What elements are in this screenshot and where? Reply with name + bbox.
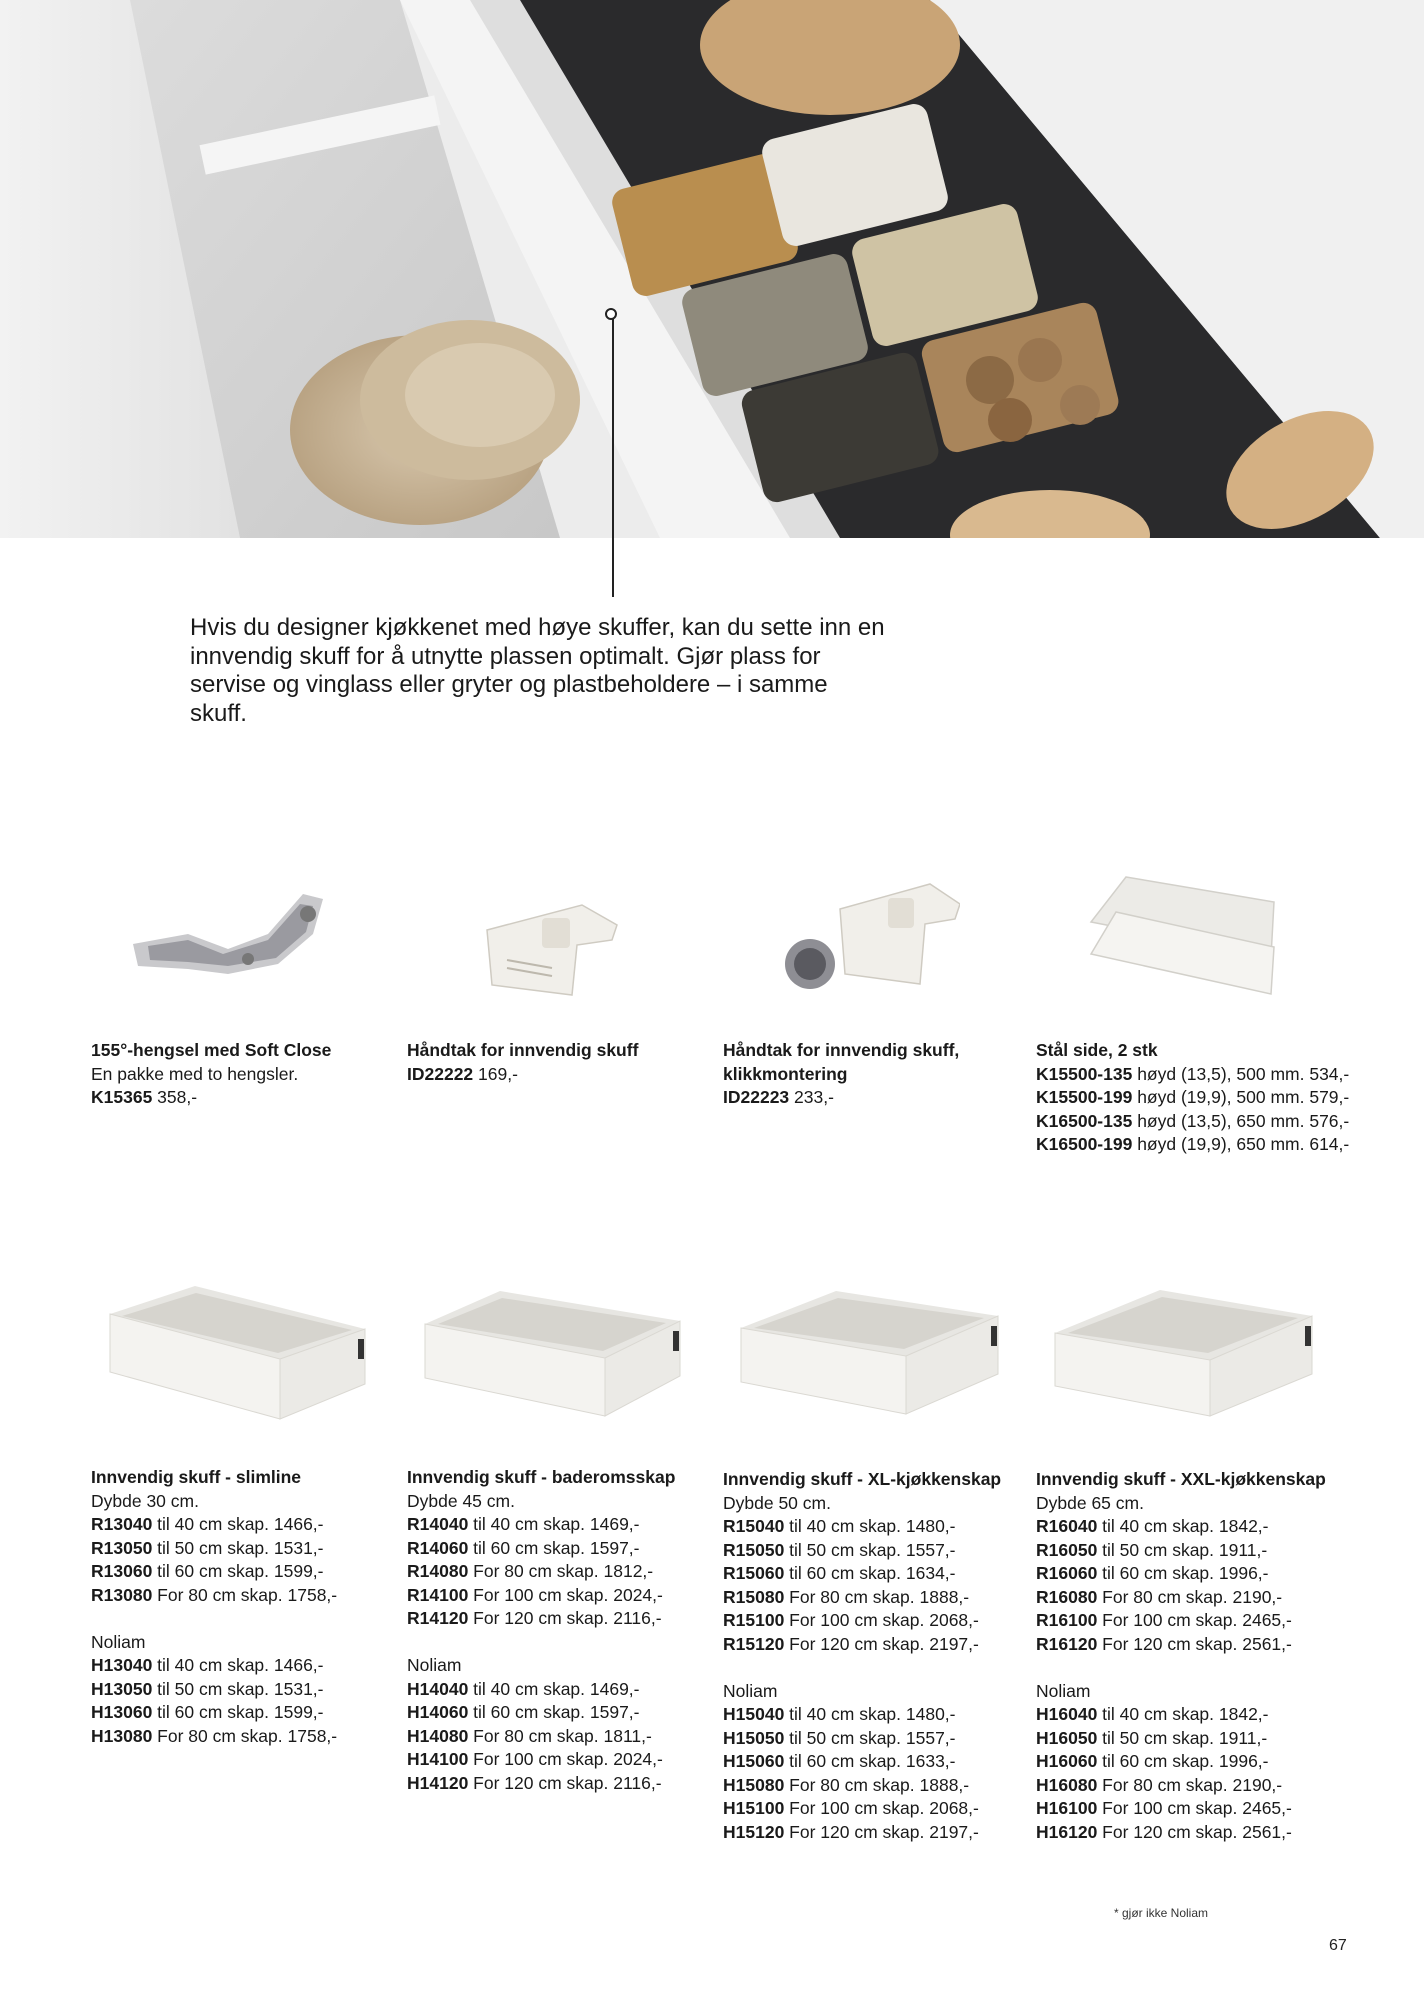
product-line — [1036, 1133, 1349, 1157]
product-price: til 60 cm skap. 1634,- — [784, 1563, 956, 1583]
product-line — [407, 1701, 675, 1725]
product-price: For 120 cm skap. 2561,- — [1097, 1633, 1292, 1654]
product-title: Håndtak for innvendig skuff, klikkmontering — [723, 1040, 960, 1084]
product-code: H14080 — [407, 1725, 469, 1746]
footnote: * gjør ikke Noliam — [1114, 1906, 1209, 1920]
product-price: For 120 cm skap. 2197,- — [784, 1633, 979, 1654]
product-code: R14040 — [407, 1514, 469, 1534]
product-depth: Dybde 30 cm. — [91, 1490, 199, 1511]
product-line — [407, 1678, 675, 1702]
product-code: R13050 — [91, 1537, 153, 1558]
product-price: For 80 cm skap. 1758,- — [152, 1725, 338, 1746]
product-code: H13050 — [91, 1678, 153, 1699]
product-price: 358,- — [152, 1087, 198, 1107]
product-code: H15040 — [723, 1704, 785, 1724]
drawer-xxl-image — [1050, 1288, 1315, 1423]
product-line — [723, 1633, 1001, 1657]
product-price: For 120 cm skap. 2116,- — [468, 1772, 662, 1793]
product-code: R15050 — [723, 1539, 785, 1560]
product-price: For 100 cm skap. 2465,- — [1097, 1798, 1292, 1818]
drawer-handle-image — [482, 900, 622, 1000]
product-price: til 50 cm skap. 1557,- — [784, 1727, 956, 1748]
noliam-label: Noliam — [723, 1680, 778, 1701]
click-handle-image — [780, 874, 960, 999]
product-code: H16120 — [1036, 1821, 1098, 1842]
noliam-label: Noliam — [407, 1655, 462, 1675]
product-line — [723, 1586, 1001, 1610]
product-title: Innvendig skuff - baderomsskap — [407, 1467, 676, 1487]
product-price: til 40 cm skap. 1466,- — [152, 1514, 324, 1534]
product-price: For 80 cm skap. 1758,- — [152, 1584, 338, 1605]
product-line — [91, 1678, 337, 1702]
product-code: R15080 — [723, 1586, 785, 1607]
product-code: H16080 — [1036, 1774, 1098, 1795]
drawer-bathroom-image — [420, 1286, 685, 1421]
product-code: R16120 — [1036, 1633, 1098, 1654]
product-description: En pakke med to hengsler. — [91, 1063, 299, 1084]
drawer-xl-image — [736, 1286, 1001, 1421]
product-spec: høyd (19,9), 500 mm. 579,- — [1132, 1087, 1350, 1107]
product-line — [1036, 1586, 1326, 1610]
product-line — [91, 1063, 331, 1087]
product-code: H14040 — [407, 1678, 469, 1699]
product-line — [1036, 1609, 1326, 1633]
drawer-slimline-image — [100, 1284, 375, 1424]
product-code: H15100 — [723, 1798, 785, 1818]
callout-marker — [605, 308, 617, 320]
product-line — [1036, 1539, 1326, 1563]
noliam-label: Noliam — [91, 1631, 146, 1652]
product-price: til 40 cm skap. 1466,- — [152, 1655, 324, 1675]
product-code: H16050 — [1036, 1727, 1098, 1748]
product-spec: høyd (13,5), 500 mm. 534,- — [1132, 1063, 1350, 1084]
product-line — [1036, 1562, 1326, 1586]
product-line — [723, 1797, 1001, 1821]
product-price: For 80 cm skap. 2190,- — [1097, 1774, 1283, 1795]
product-code: H14100 — [407, 1749, 469, 1769]
product-price: For 100 cm skap. 2465,- — [1097, 1610, 1292, 1630]
product-price: til 60 cm skap. 1996,- — [1097, 1563, 1269, 1583]
product-click-handle — [723, 1039, 983, 1110]
product-price: 169,- — [473, 1063, 518, 1084]
product-line — [91, 1537, 337, 1561]
product-code: R16050 — [1036, 1539, 1098, 1560]
product-title: Innvendig skuff - XL-kjøkkenskap — [723, 1469, 1002, 1489]
callout-line — [612, 315, 614, 597]
product-code: R14120 — [407, 1608, 469, 1628]
product-code: R16060 — [1036, 1563, 1098, 1583]
product-code: R13060 — [91, 1561, 153, 1581]
product-price: 233,- — [789, 1087, 834, 1107]
product-price: For 120 cm skap. 2197,- — [784, 1821, 979, 1842]
intro-text: Hvis du designer kjøkkenet med høye skuffer, kan du sette inn en innvendig skuff for å utnytte plassen optimalt. Gjør plass for servise og vinglass eller gryter og plastbeholdere – i samme skuff. — [190, 614, 885, 727]
product-line — [1036, 1703, 1326, 1727]
product-drawer-xl — [723, 1468, 1001, 1844]
product-line — [91, 1584, 337, 1608]
product-price: For 100 cm skap. 2068,- — [784, 1798, 979, 1818]
product-line — [723, 1086, 983, 1110]
product-price: til 50 cm skap. 1531,- — [152, 1537, 324, 1558]
product-price: For 80 cm skap. 1888,- — [784, 1774, 970, 1795]
product-code: K15365 — [91, 1087, 153, 1107]
product-code: K16500-135 — [1036, 1110, 1133, 1131]
product-code: H13040 — [91, 1655, 153, 1675]
product-drawer-xxl — [1036, 1468, 1326, 1844]
product-hinge — [91, 1039, 331, 1110]
product-depth: Dybde 65 cm. — [1036, 1492, 1144, 1513]
product-code: H13060 — [91, 1702, 153, 1722]
product-code: R15100 — [723, 1610, 785, 1630]
product-code: H13080 — [91, 1725, 153, 1746]
page-number: 67 — [1329, 1937, 1347, 1954]
product-price: til 50 cm skap. 1911,- — [1097, 1727, 1268, 1748]
product-spec: høyd (13,5), 650 mm. 576,- — [1132, 1110, 1350, 1131]
product-code: R14100 — [407, 1584, 469, 1605]
product-code: R14080 — [407, 1561, 469, 1581]
product-line — [91, 1725, 337, 1749]
product-line — [1036, 1063, 1349, 1087]
product-price: For 80 cm skap. 2190,- — [1097, 1586, 1283, 1607]
product-code: H14120 — [407, 1772, 469, 1793]
product-price: For 100 cm skap. 2024,- — [468, 1584, 663, 1605]
product-line — [1036, 1515, 1326, 1539]
product-line — [407, 1607, 675, 1631]
product-line — [1036, 1774, 1326, 1798]
product-code: H16040 — [1036, 1704, 1098, 1724]
product-title: Innvendig skuff - slimline — [91, 1467, 302, 1487]
product-line — [91, 1654, 337, 1678]
product-line — [723, 1750, 1001, 1774]
product-line — [91, 1513, 337, 1537]
product-code: H16100 — [1036, 1798, 1098, 1818]
product-price: til 50 cm skap. 1557,- — [784, 1539, 956, 1560]
product-title: Håndtak for innvendig skuff — [407, 1040, 639, 1060]
product-price: til 60 cm skap. 1599,- — [152, 1702, 324, 1722]
product-code: ID22223 — [723, 1087, 790, 1107]
product-line — [1036, 1797, 1326, 1821]
product-code: K15500-135 — [1036, 1063, 1133, 1084]
product-depth: Dybde 50 cm. — [723, 1492, 831, 1513]
product-code: H15050 — [723, 1727, 785, 1748]
product-line — [723, 1609, 1001, 1633]
product-code: R15040 — [723, 1516, 785, 1536]
product-line — [407, 1584, 675, 1608]
product-line — [1036, 1110, 1349, 1134]
product-line — [91, 1086, 331, 1110]
product-drawer-bathroom — [407, 1466, 675, 1795]
product-price: til 50 cm skap. 1531,- — [152, 1678, 324, 1699]
product-line — [723, 1821, 1001, 1845]
product-line — [407, 1725, 675, 1749]
product-line — [407, 1063, 638, 1087]
product-price: For 120 cm skap. 2561,- — [1097, 1821, 1292, 1842]
product-code: K16500-199 — [1036, 1134, 1133, 1154]
product-line — [407, 1772, 675, 1796]
product-code: K15500-199 — [1036, 1087, 1133, 1107]
noliam-label: Noliam — [1036, 1680, 1091, 1701]
product-line — [91, 1701, 337, 1725]
product-line — [407, 1748, 675, 1772]
product-line — [1036, 1750, 1326, 1774]
product-code: R13080 — [91, 1584, 153, 1605]
product-line — [407, 1537, 675, 1561]
product-line — [1036, 1633, 1326, 1657]
product-line — [1036, 1821, 1326, 1845]
product-line — [723, 1562, 1001, 1586]
product-line — [723, 1703, 1001, 1727]
product-price: til 60 cm skap. 1633,- — [784, 1751, 956, 1771]
product-price: til 60 cm skap. 1597,- — [468, 1537, 640, 1558]
product-price: til 40 cm skap. 1842,- — [1097, 1516, 1269, 1536]
product-spec: høyd (19,9), 650 mm. 614,- — [1132, 1134, 1350, 1154]
product-code: R16080 — [1036, 1586, 1098, 1607]
product-price: For 100 cm skap. 2068,- — [784, 1610, 979, 1630]
product-depth: Dybde 45 cm. — [407, 1490, 515, 1511]
product-line — [723, 1539, 1001, 1563]
product-price: For 80 cm skap. 1888,- — [784, 1586, 970, 1607]
product-title: Innvendig skuff - XXL-kjøkkenskap — [1036, 1469, 1326, 1489]
steel-sides-image — [1086, 872, 1276, 997]
product-code: R15120 — [723, 1633, 785, 1654]
product-line — [723, 1515, 1001, 1539]
product-price: til 40 cm skap. 1480,- — [784, 1704, 956, 1724]
product-price: til 40 cm skap. 1469,- — [468, 1514, 640, 1534]
product-code: H15080 — [723, 1774, 785, 1795]
product-title: Stål side, 2 stk — [1036, 1040, 1158, 1060]
product-line — [407, 1560, 675, 1584]
product-price: til 40 cm skap. 1480,- — [784, 1516, 956, 1536]
product-title: 155°-hengsel med Soft Close — [91, 1040, 332, 1060]
product-line — [1036, 1086, 1349, 1110]
product-price: til 60 cm skap. 1996,- — [1097, 1751, 1269, 1771]
product-line — [723, 1774, 1001, 1798]
product-price: til 50 cm skap. 1911,- — [1097, 1539, 1268, 1560]
product-code: R16100 — [1036, 1610, 1098, 1630]
product-code: R16040 — [1036, 1516, 1098, 1536]
product-code: H15060 — [723, 1751, 785, 1771]
product-price: til 40 cm skap. 1842,- — [1097, 1704, 1269, 1724]
product-price: For 120 cm skap. 2116,- — [468, 1608, 662, 1628]
product-price: til 60 cm skap. 1597,- — [468, 1702, 640, 1722]
product-code: ID22222 — [407, 1063, 474, 1084]
product-steel-sides — [1036, 1039, 1349, 1157]
product-code: H16060 — [1036, 1751, 1098, 1771]
product-code: H15120 — [723, 1821, 785, 1842]
product-price: For 80 cm skap. 1811,- — [468, 1725, 652, 1746]
product-code: R13040 — [91, 1514, 153, 1534]
product-code: R14060 — [407, 1537, 469, 1558]
product-price: til 60 cm skap. 1599,- — [152, 1561, 324, 1581]
hinge-image — [128, 874, 338, 994]
product-drawer-slimline — [91, 1466, 337, 1748]
product-line — [1036, 1727, 1326, 1751]
product-price: For 80 cm skap. 1812,- — [468, 1561, 654, 1581]
product-line — [91, 1560, 337, 1584]
product-code: H14060 — [407, 1702, 469, 1722]
product-line — [723, 1727, 1001, 1751]
product-handle — [407, 1039, 638, 1086]
hero-photo-drawer-with-spice-jars — [0, 0, 1424, 538]
product-price: For 100 cm skap. 2024,- — [468, 1749, 663, 1769]
product-price: til 40 cm skap. 1469,- — [468, 1678, 640, 1699]
product-code: R15060 — [723, 1563, 785, 1583]
product-line — [407, 1513, 675, 1537]
